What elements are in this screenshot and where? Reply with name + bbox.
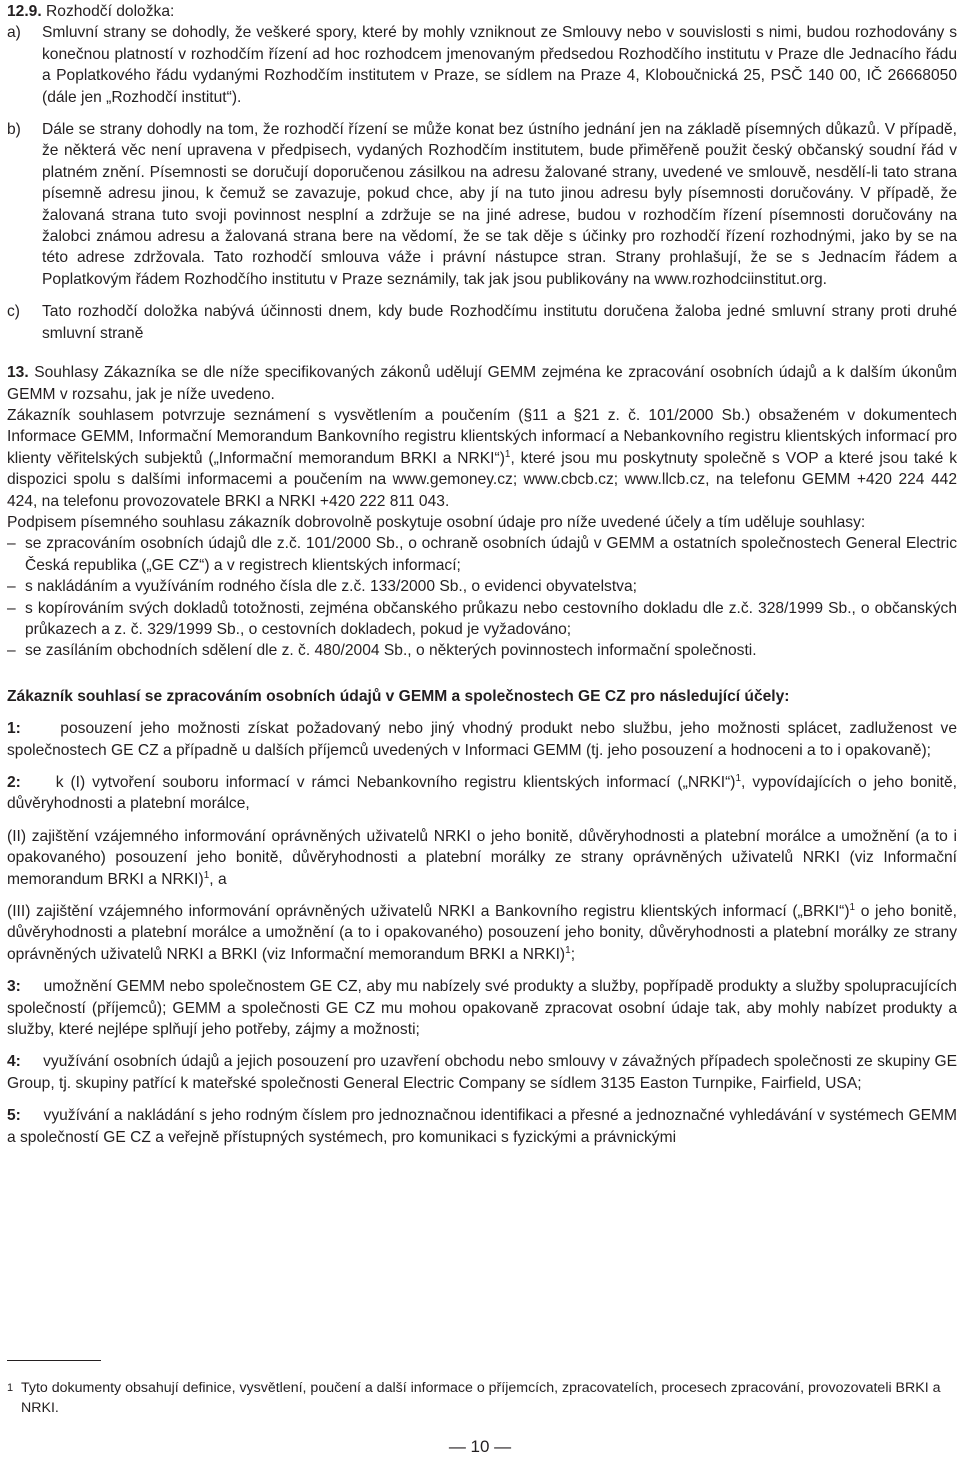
purpose-text: (II) zajištění vzájemného informování oprávněných uživatelů NRKI o jeho bonitě, důvěryhodnosti a platební morálce a umožnění (a to i opakovaného) posouzení jeho bonitě, důvěryhodnosti a platební morálky ze strany oprávněných uživatelů NRKI (viz Informační memorandum BRKI a NRKI) (7, 827, 957, 888)
purpose-text: o jeho bonitě, důvěryhodnosti a platební morálce a umožnění (a to i opakovaného) posouzení jeho bonity, důvěryhodnosti a platební morálky ze strany oprávněných uživatelů NRKI a BRKI (viz Informační memorandum BRKI a NRKI) (7, 903, 957, 963)
list-item-text: se zpracováním osobních údajů dle z.č. 101/2000 Sb., o ochraně osobních údajů v GEMM a ostatních společnostech General Electric Česká republika („GE CZ“) a v registrech klientských informací; (25, 535, 957, 574)
clause-label: c) (7, 303, 20, 321)
paragraph-text: Zákazník souhlasem potvrzuje seznámení s vysvětlením a poučením (§11 a §21 z. č. 101/2000 Sb.) obsaženém v dokumentech Informace GEMM, Informační Memorandum Bankovního registru klientských informací a Nebankovního registru klientských informací pro klienty věřitelských subjektů („Informační memorandum BRKI a NRKI“) (7, 406, 957, 467)
clause-a (7, 22, 957, 108)
purpose-text: k (I) vytvoření souboru informací v rámci Nebankovního registru klientských informací („NRKI“) (55, 774, 736, 791)
clause-label: b) (7, 121, 21, 139)
list-item (7, 640, 957, 661)
purpose-label: 1: (7, 720, 21, 738)
dash-marker: – (7, 642, 16, 660)
purpose-text: , a (209, 870, 227, 888)
clause-text: Dále se strany dohodly na tom, že rozhodčí řízení se může konat bez ústního jednání jen na základě písemných důkazů. V případě, že některá věc není upravena v předpisech, vydaných Rozhodčím institutem, bude přiměřeně použit český občanský soudní řád v platném znění. Písemnosti se doručují doporučenou zásilkou na adresu žalované strany, uvedené ve smlouvě, nesdělí-li tato strana písemně adresu jinou, k čemuž se zavazuje, pokud chce, aby jí na tuto jinou adresu byly písemnosti doručovány. V případě, že žalovaná strana tuto svoji povinnost nesplní a zdržuje se na jiné adrese, budou v rozhodčím řízení písemnosti doručovány na žalobci známou adresu a žalovaná strana bere na vědomí, že se tak děje s účinky pro rozhodčí řízení rozhodnými, jako by se na této adrese zdržovala. Tato rozhodčí smlouva váže i právní nástupce stran. Strany prohlašují, že se s Jednacím řádem a Poplatkovým řádem Rozhodčího institutu v Praze seznámily, tak jak jsou publikovány na www.rozhodciinstitut.org. (42, 121, 957, 288)
purpose-text: umožnění GEMM nebo společnostem GE CZ, aby mu nabízely své produkty a služby, popřípadě produkty a služby spolupracujících společností (příjemců); GEMM a společnosti GE CZ mu mohou opakovaně zpracovat osobní údaje tak, aby mohly nabízet produkty a služby, které nejlépe splňují jeho potřeby, zájmy a možnosti; (7, 978, 957, 1039)
footnote-ref: 1 (504, 448, 511, 460)
clause-label: a) (7, 24, 21, 42)
purposes-heading: Zákazník souhlasí se zpracováním osobních údajů v GEMM a společnostech GE CZ pro následující účely: (7, 687, 790, 705)
dash-marker: – (7, 535, 16, 553)
purpose-1 (7, 718, 957, 761)
section-13-intro (7, 362, 957, 405)
clause-text: Tato rozhodčí doložka nabývá účinnosti dnem, kdy bude Rozhodčímu institutu doručena žaloba jedné smluvní strany proti druhé smluvní straně (42, 303, 957, 342)
purpose-label: 4: (7, 1053, 21, 1071)
footnote-ref: 1 (565, 944, 571, 956)
intro-text: Souhlasy Zákazníka se dle níže specifikovaných zákonů udělují GEMM zejména ke zpracování osobních údajů a k dalším úkonům GEMM v rozsahu, jak je níže uvedeno. (7, 364, 957, 403)
section-number: 13. (7, 364, 29, 382)
footnote-number: 1 (7, 1382, 14, 1394)
purpose-text: , vypovídajících o jeho bonitě, důvěryhodnosti a platební morálce, (7, 774, 958, 813)
footnote-divider (7, 1360, 101, 1361)
purpose-text: využívání a nakládání s jeho rodným číslem pro jednoznačnou identifikaci a přesné a jednoznačné vyhledávání v systémech GEMM a společností GE CZ a veřejně přístupných systémech, pro komunikaci s fyzickými a právnickými (7, 1107, 957, 1146)
purpose-5 (7, 1105, 957, 1148)
section-12-9-heading (7, 1, 957, 22)
list-item-text: s kopírováním svých dokladů totožnosti, zejména občanského průkazu nebo cestovního dokladu dle z.č. 328/1999 Sb., o občanských průkazech a z. č. 329/1999 Sb., o cestovních dokladech, pokud je vyžadováno; (25, 599, 957, 638)
dash-marker: – (7, 578, 16, 596)
purpose-4 (7, 1051, 957, 1094)
document-page (7, 1, 957, 1148)
purpose-2-ii (7, 826, 957, 890)
clause-c (7, 301, 957, 344)
list-item-text: se zasíláním obchodních sdělení dle z. č. 480/2004 Sb., o některých povinnostech informační společnosti. (25, 642, 757, 660)
signature-consent-paragraph: Podpisem písemného souhlasu zákazník dobrovolně poskytuje osobní údaje pro níže uvedené účely a tím uděluje souhlasy: (7, 513, 866, 531)
dash-marker: – (7, 599, 16, 617)
purpose-label: 5: (7, 1107, 21, 1125)
purpose-2-iii (7, 901, 957, 965)
purpose-3 (7, 976, 957, 1040)
footnote-text: Tyto dokumenty obsahují definice, vysvětlení, poučení a další informace o příjemcích, zpracovatelích, procesech zpracování, provozovateli BRKI a NRKI. (21, 1380, 941, 1416)
list-item (7, 598, 957, 641)
clause-b (7, 119, 957, 290)
footnote (7, 1378, 957, 1418)
purpose-label: 3: (7, 978, 21, 996)
consent-paragraph (7, 405, 957, 512)
footnote-ref: 1 (735, 773, 742, 784)
section-title: Rozhodčí doložka: (46, 3, 175, 20)
purpose-2 (7, 772, 957, 815)
footnote-ref: 1 (849, 902, 856, 914)
purpose-label: 2: (7, 774, 21, 791)
section-number: 12.9. (7, 3, 42, 20)
purpose-text: využívání osobních údajů a jejich posouzení pro uzavření obchodu nebo smlouvy v závažných případech společnosti ze skupiny GE Group, tj. skupiny patřící k mateřské společnosti General Electric Company se sídlem 3135 Easton Turnpike, Fairfield, USA; (7, 1053, 957, 1092)
list-item (7, 576, 957, 597)
list-item-text: s nakládáním a využíváním rodného čísla dle z.č. 133/2000 Sb., o evidenci obyvatelstva; (25, 578, 637, 596)
consent-list (7, 533, 957, 661)
page-number: — 10 — (448, 1437, 512, 1456)
purpose-text: (III) zajištění vzájemného informování oprávněných uživatelů NRKI a Bankovního registru klientských informací („BRKI“) (7, 903, 850, 921)
list-item (7, 533, 957, 576)
clause-text: Smluvní strany se dohodly, že veškeré spory, které by mohly vzniknout ze Smlouvy nebo v souvislosti s nimi, budou rozhodovány s konečnou platností v rozhodčím řízení ad hoc rozhodcem jmenovaným předsedou Rozhodčího institutu v Praze dle Jednacího řádu a Poplatkového řádu vydanými Rozhodčím institutem v Praze, se sídlem na Praze 4, Kloboučnická 25, PSČ 140 00, IČ 26668050 (dále jen „Rozhodčí institut“). (42, 24, 957, 106)
purpose-text: ; (570, 945, 576, 963)
paragraph-text: , které jsou mu poskytnuty společně s VOP a které jsou také k dispozici spolu s dalšími informacemi a poučením na www.gemoney.cz; www.cbcb.cz; www.llcb.cz, na telefonu GEMM +420 224 442 424, na telefonu provozovatele BRKI a NRKI +420 222 811 043. (7, 449, 957, 510)
footnote-ref: 1 (203, 869, 210, 881)
purpose-text: posouzení jeho možnosti získat požadovaný nebo jiný vhodný produkt nebo službu, jeho možnosti splácet, zadluženost ve společnostech GE CZ a případně u dalších příjemců uvedených v Informaci GEMM (tj. jeho posouzení a hodnoceni a to i opakovaně); (7, 720, 957, 759)
